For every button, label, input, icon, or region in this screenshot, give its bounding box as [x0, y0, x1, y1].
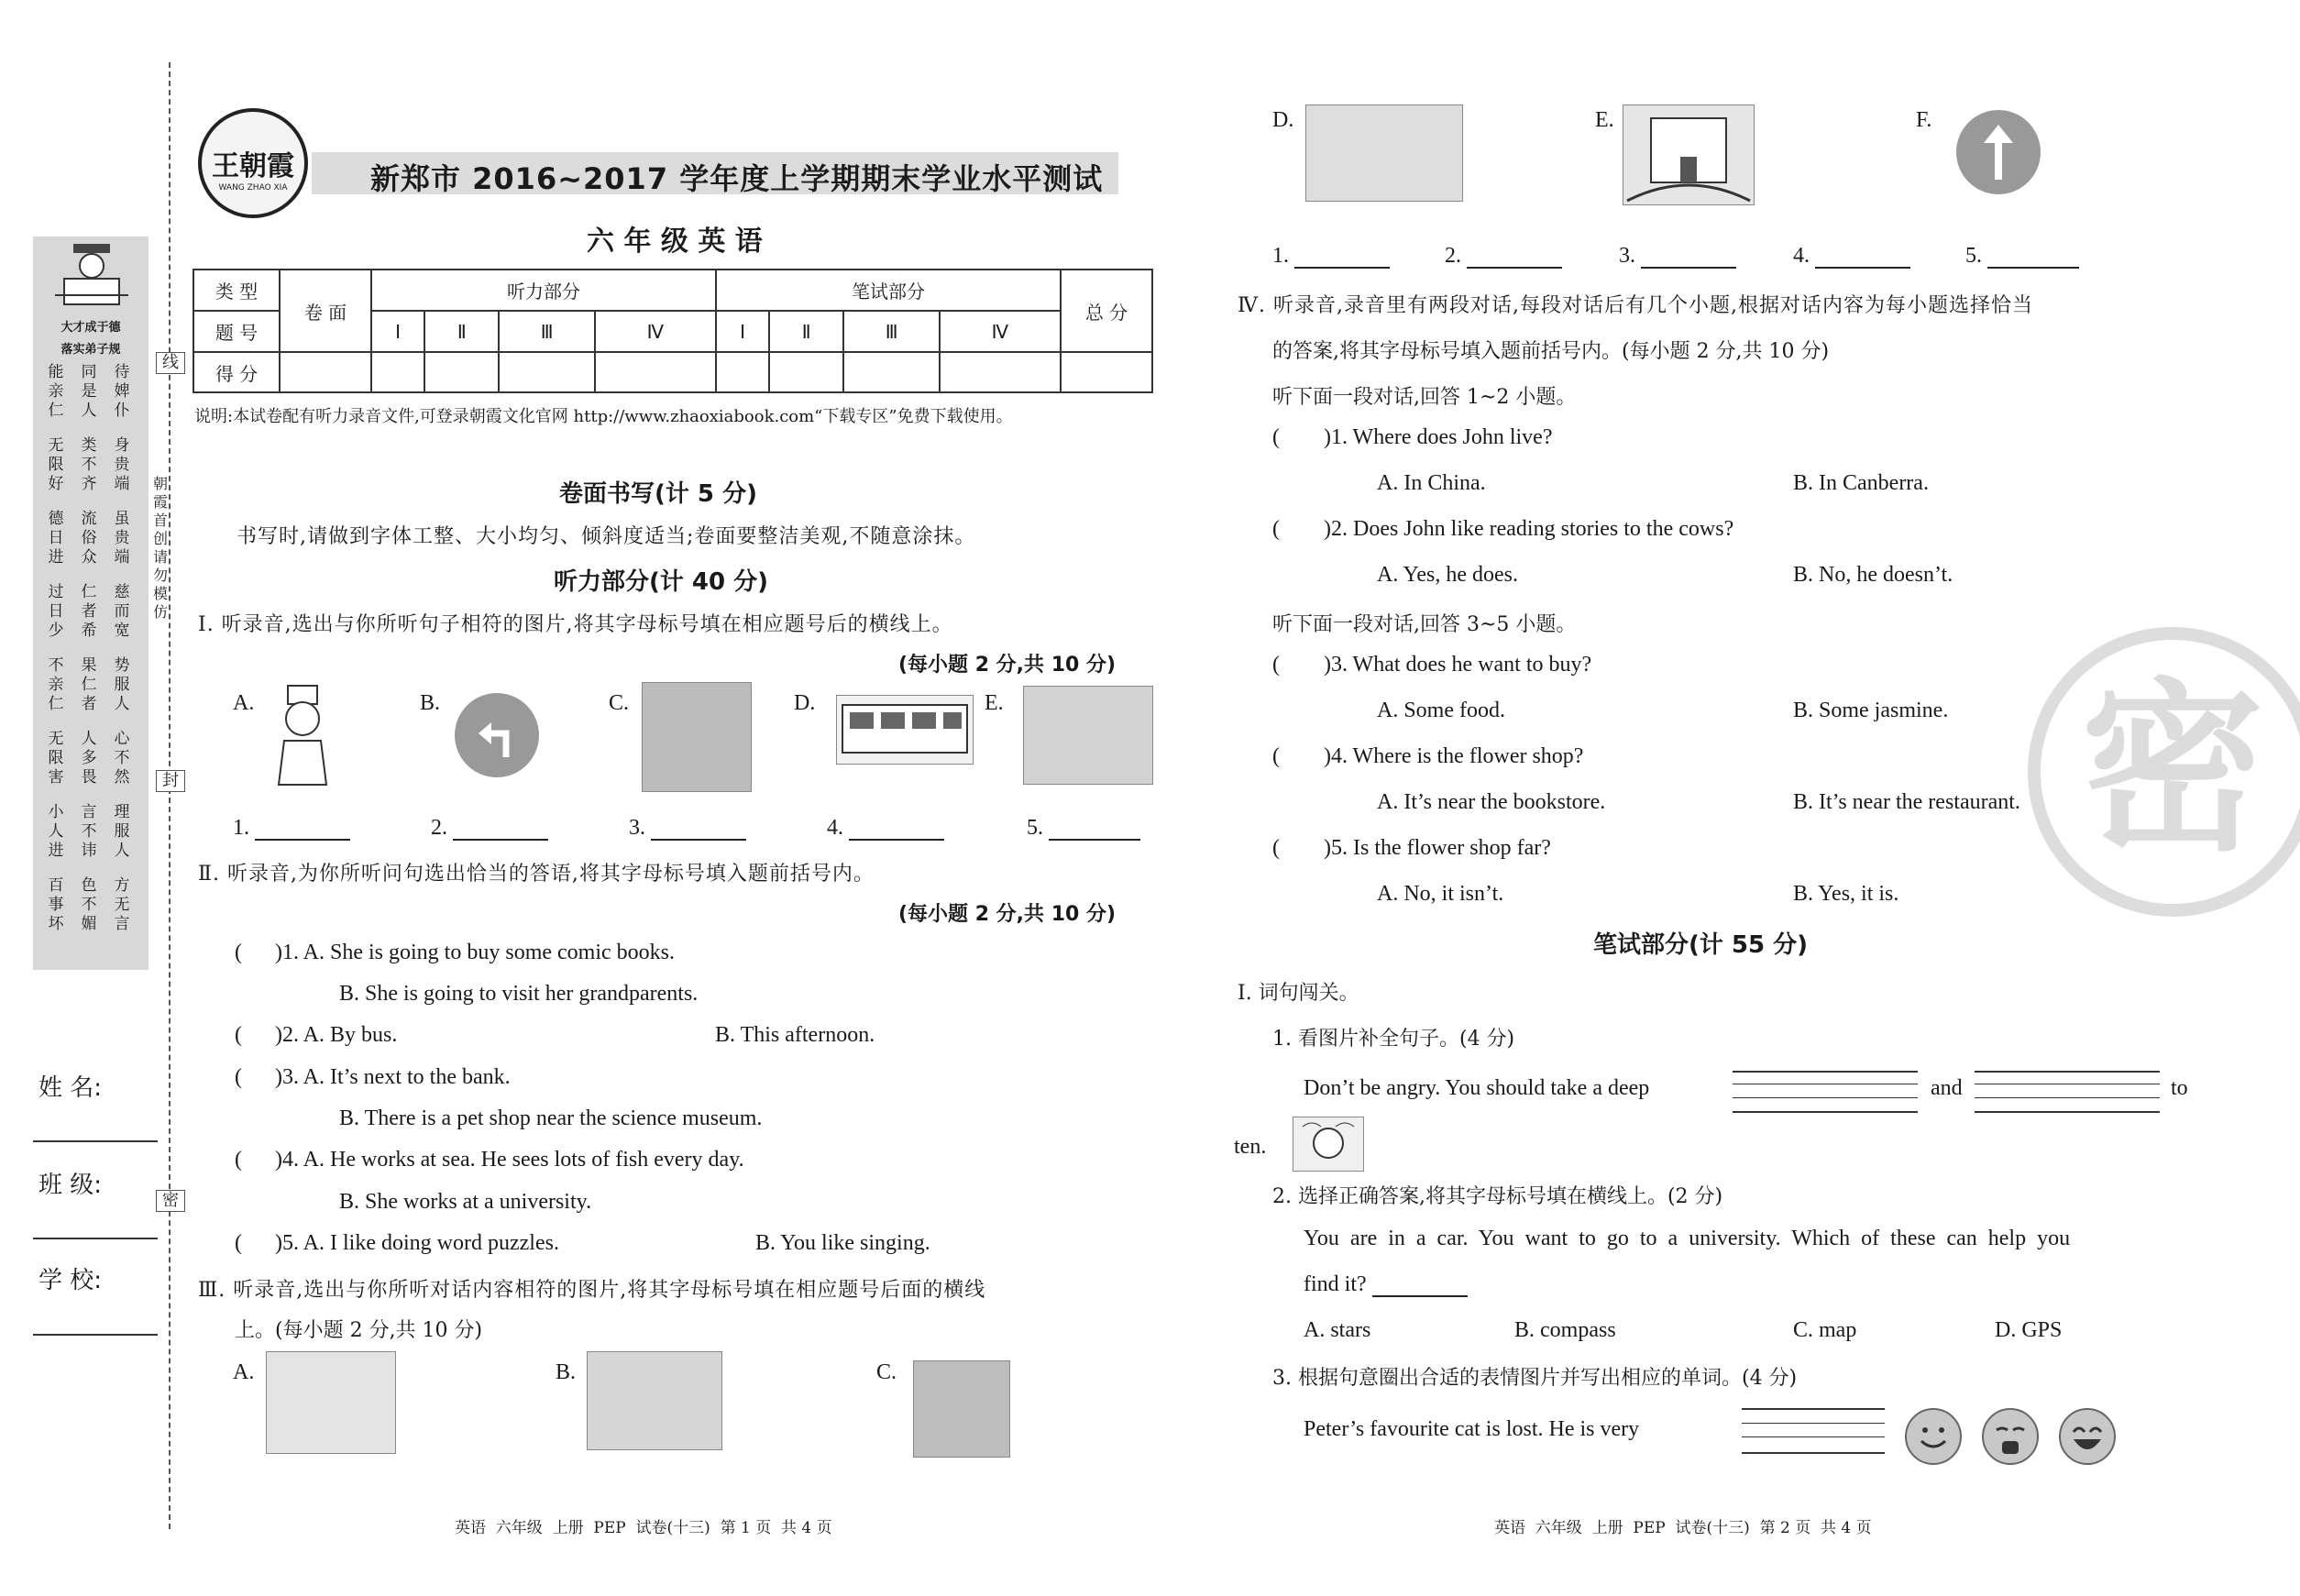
seal-char-3: 密 — [156, 1190, 185, 1212]
written-heading: 笔试部分(计 55 分) — [1593, 931, 1809, 959]
answer-paren[interactable]: ( ) — [1272, 744, 1331, 768]
verse-column: 小人进 — [48, 803, 64, 860]
p1-blank-label: 1. — [233, 816, 249, 840]
q1-to: to — [2171, 1076, 2188, 1100]
score-table — [193, 269, 1153, 393]
p2-item-4-b: B. She works at a university. — [339, 1190, 592, 1214]
cell-w3: Ⅲ — [843, 311, 939, 352]
bookstore-picture — [913, 1360, 1010, 1458]
verse-column: 身贵端 — [114, 436, 130, 493]
score-input[interactable] — [595, 352, 716, 392]
cell-paper: 卷 面 — [280, 270, 371, 352]
p4-q5 — [1272, 836, 1551, 861]
q1-title: 1. 看图片补全句子。(4 分) — [1272, 1028, 1515, 1051]
p3-opt-b: B. — [556, 1360, 577, 1384]
p1-opt-b: B. — [420, 691, 441, 715]
answer-blank[interactable] — [453, 839, 548, 841]
p3-blank-label: 3. — [1619, 244, 1635, 268]
p1-blank-label: 5. — [1027, 816, 1043, 840]
question-text: 1. Where does John live? — [1330, 425, 1553, 449]
option-a: A. I like doing word puzzles. — [303, 1231, 559, 1255]
q1-blank-1[interactable] — [1733, 1071, 1918, 1113]
q3-title: 3. 根据句意圈出合适的表情图片并写出相应的单词。(4 分) — [1272, 1367, 1798, 1390]
hospital-picture — [1623, 105, 1755, 205]
q2-title: 2. 选择正确答案,将其字母标号填在横线上。(2 分) — [1272, 1185, 1723, 1208]
p1-blank-4 — [827, 816, 944, 841]
question-text: 5. Is the flower shop far? — [1330, 836, 1551, 860]
q2-text-2 — [1304, 1272, 1468, 1297]
p3-opt-d: D. — [1272, 108, 1294, 132]
fold-line — [169, 62, 171, 1529]
p2-item-3 — [235, 1065, 511, 1090]
verse-column: 流俗众 — [81, 510, 97, 567]
p2-item-1 — [235, 941, 675, 965]
p1-blank-label: 4. — [827, 816, 843, 840]
brand-logo — [198, 108, 308, 218]
doctor-picture — [266, 682, 339, 788]
q2-text-1: You are in a car. You want to go to a university. Which of these can help you — [1304, 1227, 2071, 1250]
p3-blank-label: 4. — [1793, 244, 1810, 268]
page-title: 新郑市 2016~2017 学年度上学期期末学业水平测试 — [370, 161, 1104, 196]
verse-column: 势服人 — [114, 656, 130, 713]
writing-text: 书写时,请做到字体工整、大小均匀、倾斜度适当;卷面要整洁美观,不随意涂抹。 — [237, 525, 976, 548]
p3-opt-f: F. — [1916, 108, 1932, 132]
school-label: 学 校: — [39, 1267, 103, 1294]
score-input[interactable] — [280, 352, 371, 392]
class-label: 班 级: — [39, 1172, 103, 1199]
q3-text: Peter’s favourite cat is lost. He is very — [1304, 1417, 1640, 1441]
crying-face-icon[interactable] — [1982, 1408, 2039, 1465]
item-number: 2. — [281, 1023, 299, 1047]
cell-listening: 听力部分 — [371, 270, 716, 311]
answer-paren[interactable]: ( ) — [235, 1231, 282, 1255]
p1-blank-5 — [1027, 816, 1140, 841]
question-text: 3. What does he want to buy? — [1330, 653, 1592, 677]
p3-opt-e: E. — [1595, 108, 1614, 132]
answer-paren[interactable]: ( ) — [235, 1023, 282, 1047]
p1-blank-label: 2. — [431, 816, 447, 840]
item-number: 3. — [281, 1065, 299, 1089]
p4-q1-b: B. In Canberra. — [1793, 471, 1929, 495]
verse-column: 待婢仆 — [114, 363, 130, 420]
scholar-figure — [46, 240, 138, 314]
verse-column: 方无言 — [114, 876, 130, 933]
q1-and: and — [1931, 1076, 1963, 1100]
footer-left: 英语 六年级 上册 PEP 试卷(十三) 第 1 页 共 4 页 — [455, 1519, 832, 1537]
laughing-face-icon[interactable] — [2059, 1408, 2116, 1465]
part3-title: Ⅲ. 听录音,选出与你所听对话内容相符的图片,将其字母标号填在相应题号后面的横线 — [198, 1279, 986, 1302]
score-input[interactable] — [371, 352, 424, 392]
verse-column: 言不讳 — [81, 803, 97, 860]
seal-char-2: 封 — [156, 770, 185, 792]
q2-opt-b: B. compass — [1514, 1318, 1616, 1342]
class-field[interactable] — [33, 1238, 158, 1239]
dialog1-intro: 听下面一段对话,回答 1~2 小题。 — [1272, 386, 1577, 409]
p1-opt-a: A. — [233, 691, 255, 715]
dialog2-intro: 听下面一段对话,回答 3~5 小题。 — [1272, 613, 1577, 636]
answer-blank[interactable] — [849, 839, 944, 841]
answer-paren[interactable]: ( ) — [1272, 836, 1331, 860]
p1-opt-d: D. — [794, 691, 816, 715]
family-dinner-picture — [1023, 686, 1153, 785]
item-number: 5. — [281, 1231, 299, 1255]
q1-blank-2[interactable] — [1975, 1071, 2160, 1113]
smile-face-icon[interactable] — [1905, 1408, 1962, 1465]
school-field[interactable] — [33, 1334, 158, 1336]
secret-stamp — [2028, 627, 2300, 917]
item-number: 1. — [281, 941, 299, 964]
answer-blank[interactable] — [651, 839, 746, 841]
q1-ten: ten. — [1234, 1135, 1267, 1159]
q3-blank[interactable] — [1742, 1408, 1885, 1454]
p4-q5-b: B. Yes, it is. — [1793, 882, 1899, 906]
p4-q5-a: A. No, it isn’t. — [1377, 882, 1504, 906]
p2-item-3-b: B. There is a pet shop near the science museum. — [339, 1106, 763, 1130]
answer-blank[interactable] — [255, 839, 350, 841]
question-text: 2. Does John like reading stories to the cows? — [1330, 517, 1734, 541]
p4-q2-a: A. Yes, he does. — [1377, 563, 1519, 587]
answer-blank[interactable] — [1372, 1295, 1468, 1297]
answer-paren[interactable]: ( ) — [1272, 517, 1331, 541]
part1-score: (每小题 2 分,共 10 分) — [898, 654, 1117, 677]
cell-l1: Ⅰ — [371, 311, 424, 352]
p4-q4-b: B. It’s near the restaurant. — [1793, 790, 2020, 814]
p3-blank-3 — [1619, 244, 1736, 269]
verse-column: 理服人 — [114, 803, 130, 860]
p3-blank-label: 5. — [1965, 244, 1982, 268]
q1-text: Don’t be angry. You should take a deep — [1304, 1076, 1650, 1100]
verse-column: 同是人 — [81, 363, 97, 420]
verse-column: 人多畏 — [81, 730, 97, 787]
note: 说明:本试卷配有听力录音文件,可登录朝霞文化官网 http://www.zhaoxiabook.com“下载专区”免费下载使用。 — [194, 407, 1013, 426]
answer-blank[interactable] — [1467, 267, 1562, 269]
p4-q4-a: A. It’s near the bookstore. — [1377, 790, 1606, 814]
name-label: 姓 名: — [39, 1074, 103, 1102]
verse-column: 虽贵端 — [114, 510, 130, 567]
brand-name: 王朝霞 — [212, 151, 294, 182]
p4-q2 — [1272, 517, 1733, 542]
score-input[interactable] — [1061, 352, 1152, 392]
p1-opt-c: C. — [609, 691, 630, 715]
breathing-boy-picture — [1293, 1117, 1364, 1172]
p4-q3-a: A. Some food. — [1377, 699, 1505, 722]
name-field[interactable] — [33, 1140, 158, 1142]
score-input[interactable] — [424, 352, 499, 392]
sidebar-verse — [40, 363, 143, 950]
p4-q1 — [1272, 425, 1552, 450]
sidebar-motto-bottom: 落实弟子规 — [61, 343, 121, 357]
picnic-picture — [587, 1351, 722, 1450]
score-input[interactable] — [716, 352, 769, 392]
listening-heading: 听力部分(计 40 分) — [554, 568, 769, 596]
brand-sub: WANG ZHAO XIA — [218, 183, 288, 193]
answer-paren[interactable]: ( ) — [235, 1065, 282, 1089]
answer-blank[interactable] — [1815, 267, 1910, 269]
writing-heading: 卷面书写(计 5 分) — [559, 480, 757, 508]
p3-opt-c: C. — [876, 1360, 897, 1384]
p4-q2-b: B. No, he doesn’t. — [1793, 563, 1953, 587]
p1-opt-e: E. — [985, 691, 1004, 715]
part2-title: Ⅱ. 听录音,为你所听问句选出恰当的答语,将其字母标号填入题前括号内。 — [198, 863, 875, 886]
q2-opt-a: A. stars — [1304, 1318, 1371, 1342]
answer-blank[interactable] — [1641, 267, 1736, 269]
verse-column: 过日少 — [48, 583, 64, 640]
question-text: 4. Where is the flower shop? — [1330, 744, 1584, 768]
page-subtitle: 六 年 级 英 语 — [587, 226, 763, 258]
score-input[interactable] — [769, 352, 843, 392]
p1-blank-label: 3. — [629, 816, 645, 840]
p3-opt-a: A. — [233, 1360, 255, 1384]
answer-blank[interactable] — [1294, 267, 1390, 269]
go-straight-icon — [1956, 110, 2041, 194]
sick-in-bed-picture — [266, 1351, 396, 1454]
p2-item-5-b: B. You like singing. — [755, 1231, 930, 1255]
p3-blank-4 — [1793, 244, 1910, 269]
verse-column: 百事坏 — [48, 876, 64, 933]
cell-qnum: 题 号 — [193, 311, 280, 352]
score-input[interactable] — [940, 352, 1061, 392]
p4-q4 — [1272, 744, 1583, 769]
part3-title-2: 上。(每小题 2 分,共 10 分) — [235, 1319, 483, 1342]
cell-w1: Ⅰ — [716, 311, 769, 352]
cell-l4: Ⅳ — [595, 311, 716, 352]
verse-column: 仁者希 — [81, 583, 97, 640]
sidebar-motto-top: 大才成于德 — [61, 321, 121, 335]
part1-title: Ⅰ. 听录音,选出与你所听句子相符的图片,将其字母标号填在相应题号后的横线上。 — [198, 613, 953, 636]
q2-text-2-label: find it? — [1304, 1272, 1367, 1296]
verse-column: 能亲仁 — [48, 363, 64, 420]
cell-total: 总 分 — [1061, 270, 1152, 352]
cell-l3: Ⅲ — [499, 311, 594, 352]
part4-title: Ⅳ. 听录音,录音里有两段对话,每段对话后有几个小题,根据对话内容为每小题选择恰当 — [1238, 294, 2033, 317]
part4-title-2: 的答案,将其字母标号填入题前括号内。(每小题 2 分,共 10 分) — [1272, 340, 1830, 363]
p2-item-2 — [235, 1023, 397, 1048]
seal-char-1: 线 — [156, 352, 185, 374]
p2-item-5 — [235, 1231, 559, 1256]
verse-column: 色不媚 — [81, 876, 97, 933]
option-a: A. He works at sea. He sees lots of fish every day. — [303, 1148, 744, 1172]
p2-item-2-b: B. This afternoon. — [715, 1023, 875, 1047]
turn-left-icon — [455, 693, 539, 777]
part2-score: (每小题 2 分,共 10 分) — [898, 903, 1117, 926]
footer-right: 英语 六年级 上册 PEP 试卷(十三) 第 2 页 共 4 页 — [1494, 1519, 1872, 1537]
cell-w4: Ⅳ — [940, 311, 1061, 352]
kids-playing-picture — [642, 682, 752, 792]
verse-column: 果仁者 — [81, 656, 97, 713]
cell-writing: 笔试部分 — [716, 270, 1061, 311]
train-picture — [836, 695, 974, 765]
option-a: A. By bus. — [303, 1023, 398, 1047]
verse-column: 心不然 — [114, 730, 130, 787]
p3-blank-5 — [1965, 244, 2079, 269]
p2-item-1-b: B. She is going to visit her grandparents. — [339, 982, 699, 1006]
p3-blank-label: 2. — [1445, 244, 1461, 268]
p4-q3-b: B. Some jasmine. — [1793, 699, 1949, 722]
p3-blank-1 — [1272, 244, 1390, 269]
cell-type: 类 型 — [193, 270, 280, 311]
verse-column: 类不齐 — [81, 436, 97, 493]
cell-w2: Ⅱ — [769, 311, 843, 352]
p4-q1-a: A. In China. — [1377, 471, 1486, 495]
answer-paren[interactable]: ( ) — [1272, 425, 1331, 449]
q2-opt-c: C. map — [1793, 1318, 1857, 1342]
p2-item-4 — [235, 1148, 744, 1172]
answer-paren[interactable]: ( ) — [235, 941, 282, 964]
p3-blank-label: 1. — [1272, 244, 1289, 268]
farmer-picture — [1305, 105, 1463, 202]
p1-blank-2 — [431, 816, 548, 841]
cell-score: 得 分 — [193, 352, 280, 392]
p4-q3 — [1272, 653, 1591, 677]
verse-column: 德日进 — [48, 510, 64, 567]
answer-paren[interactable]: ( ) — [1272, 653, 1331, 677]
answer-blank[interactable] — [1987, 267, 2079, 269]
q2-opt-d: D. GPS — [1995, 1318, 2063, 1342]
verse-column: 无限害 — [48, 730, 64, 787]
verse-column: 慈而宽 — [114, 583, 130, 640]
section1-title: Ⅰ. 词句闯关。 — [1238, 982, 1359, 1005]
verse-column: 不亲仁 — [48, 656, 64, 713]
score-input[interactable] — [499, 352, 594, 392]
p1-blank-1 — [233, 816, 350, 841]
fold-note: 朝霞首创 请勿模仿 — [152, 475, 168, 621]
p3-blank-2 — [1445, 244, 1562, 269]
cell-l2: Ⅱ — [424, 311, 499, 352]
answer-paren[interactable]: ( ) — [235, 1148, 282, 1172]
score-input[interactable] — [843, 352, 939, 392]
answer-blank[interactable] — [1049, 839, 1140, 841]
verse-column: 无限好 — [48, 436, 64, 493]
item-number: 4. — [281, 1148, 299, 1172]
p1-blank-3 — [629, 816, 746, 841]
stamp-char: 密 — [2080, 670, 2264, 873]
option-a: A. It’s next to the bank. — [303, 1065, 511, 1089]
option-a: A. She is going to buy some comic books. — [303, 941, 675, 964]
